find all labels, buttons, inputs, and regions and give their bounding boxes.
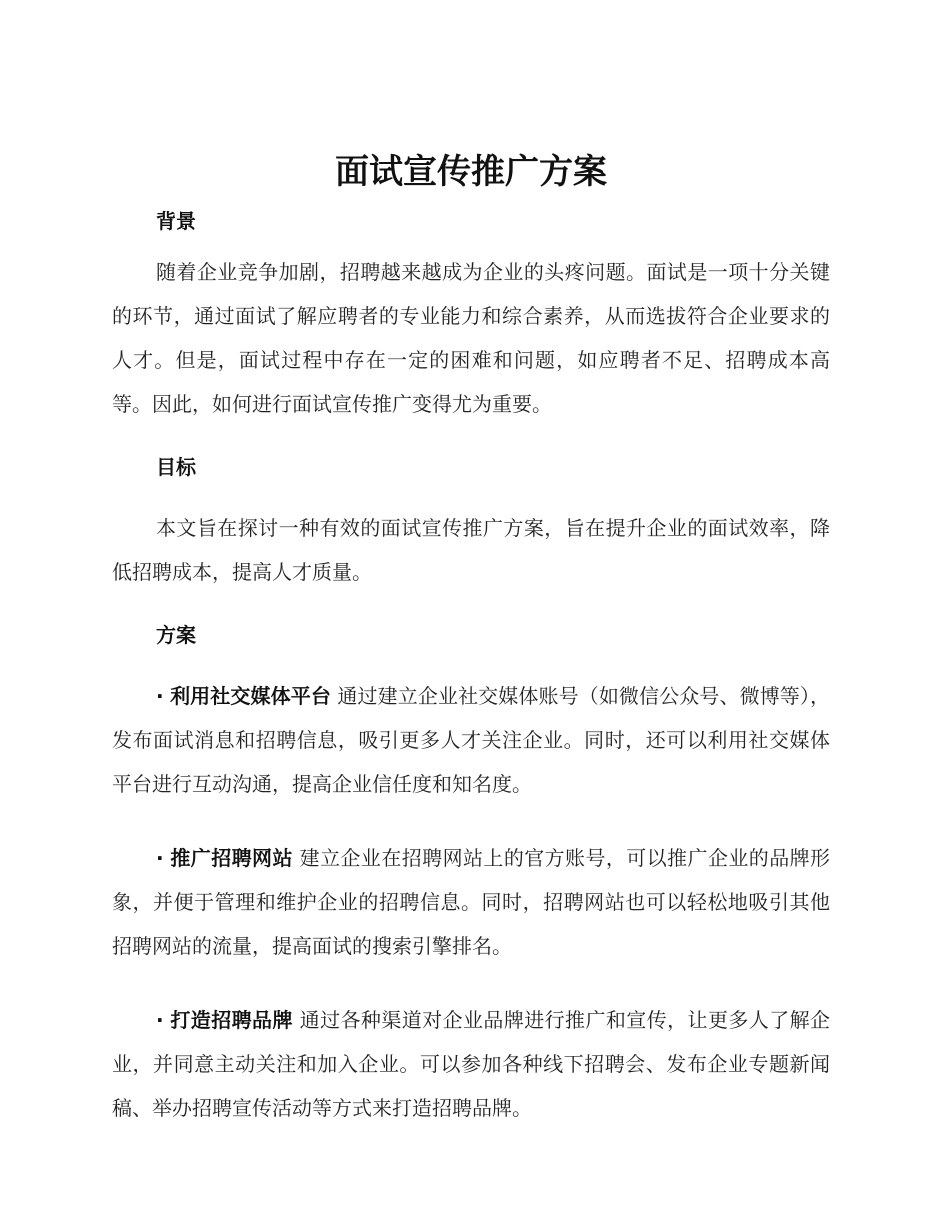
section-heading-background: 背景 (156, 209, 196, 233)
goal-paragraph: 本文旨在探讨一种有效的面试宣传推广方案，旨在提升企业的面试效率，降低招聘成本，提高人才质量。 (112, 516, 830, 584)
bullet-lead-social-media: 利用社交媒体平台 (170, 684, 331, 708)
section-heading-plan: 方案 (156, 623, 196, 647)
bullet-text-employer-brand: 通过各种渠道对企业品牌进行推广和宣传，让更多人了解企业，并同意主动关注和加入企业。可以参加各种线下招聘会、发布企业专题新闻稿、举办招聘宣传活动等方式来打造招聘品牌。 (112, 1008, 831, 1120)
bullet-marker: · (156, 684, 164, 708)
bullet-marker: · (156, 846, 164, 870)
plan-bullet-social-media (112, 674, 830, 806)
document-title: 面试宣传推广方案 (335, 152, 607, 192)
bullet-marker: · (156, 1008, 164, 1032)
bullet-lead-recruitment-website: 推广招聘网站 (170, 846, 293, 870)
plan-bullet-employer-brand (112, 998, 830, 1130)
bullet-text-recruitment-website: 建立企业在招聘网站上的官方账号，可以推广企业的品牌形象，并便于管理和维护企业的招聘信息。同时，招聘网站也可以轻松地吸引其他招聘网站的流量，提高面试的搜索引擎排名。 (112, 846, 831, 958)
section-heading-goal: 目标 (156, 455, 196, 479)
background-paragraph: 随着企业竞争加剧，招聘越来越成为企业的头疼问题。面试是一项十分关键的环节，通过面试了解应聘者的专业能力和综合素养，从而选拔符合企业要求的人才。但是，面试过程中存在一定的困难和问题，如应聘者不足、招聘成本高等。因此，如何进行面试宣传推广变得尤为重要。 (112, 260, 830, 416)
plan-bullet-recruitment-website (112, 836, 830, 968)
bullet-text-social-media: 通过建立企业社交媒体账号（如微信公众号、微博等），发布面试消息和招聘信息，吸引更多人才关注企业。同时，还可以利用社交媒体平台进行互动沟通，提高企业信任度和知名度。 (112, 684, 831, 796)
bullet-lead-employer-brand: 打造招聘品牌 (170, 1008, 293, 1032)
document-content (112, 144, 830, 1130)
